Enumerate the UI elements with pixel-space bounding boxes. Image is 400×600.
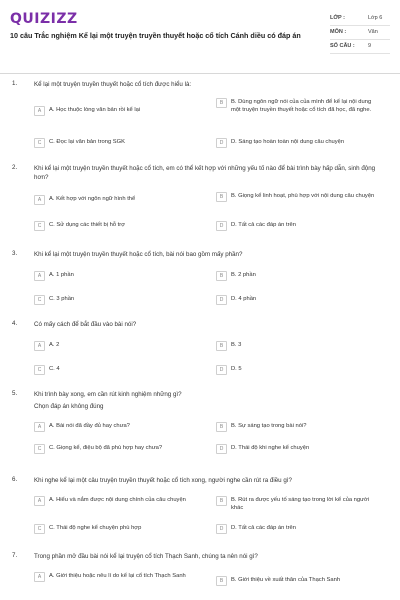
option-text: A. Hiểu và nắm được nội dung chính của câu chuyện (49, 497, 186, 503)
option-text: B. Giọng kể linh hoạt, phù hợp với nội dung câu chuyện (231, 193, 375, 199)
meta-value: 9 (368, 43, 372, 49)
question-4 (12, 320, 386, 386)
option-b[interactable] (216, 98, 376, 114)
option-a[interactable] (34, 341, 194, 351)
question-number: 3. (12, 250, 18, 257)
option-text: A. 1 phần (49, 272, 74, 278)
option-letter: A (34, 271, 45, 281)
option-text: B. 2 phần (231, 272, 256, 278)
option-a[interactable] (34, 106, 194, 116)
option-letter: C (34, 444, 45, 454)
meta-label: MÔN : (330, 29, 347, 35)
option-d[interactable] (216, 295, 376, 305)
meta-value: Văn (368, 29, 378, 35)
option-text: C. Thái độ nghe kể chuyện phù hợp (49, 525, 142, 531)
option-letter: B (216, 576, 227, 586)
option-text: A. Học thuộc lòng văn bản rồi kể lại (49, 107, 141, 113)
option-letter: B (216, 422, 227, 432)
option-text: C. Đọc lại văn bản trong SGK (49, 139, 126, 145)
question-text: Khi trình bày xong, em cần rút kinh nghiệm những gì? (34, 391, 182, 398)
option-d[interactable] (216, 444, 376, 454)
option-letter: B (216, 192, 227, 202)
question-number: 2. (12, 164, 18, 171)
question-6 (12, 476, 386, 546)
option-c[interactable] (34, 444, 194, 454)
option-letter: B (216, 496, 227, 506)
option-letter: A (34, 195, 45, 205)
option-letter: D (216, 295, 227, 305)
question-number: 5. (12, 390, 18, 397)
option-text: B. Dùng ngôn ngữ nói của của mình để kể lại nội dung một truyện truyền thuyết hoặc cổ tích đã học, đã nghe. (231, 99, 372, 113)
question-text: Khi kể lại một truyện truyền thuyết hoặc cổ tích, bài nói bao gồm mấy phần? (34, 251, 243, 258)
option-text: D. 4 phần (231, 296, 257, 302)
option-letter: B (216, 341, 227, 351)
question-number: 6. (12, 476, 18, 483)
option-text: A. Kết hợp với ngôn ngữ hình thể (49, 196, 136, 202)
option-text: B. Giới thiệu về xuất thân của Thạch Sanh (231, 577, 341, 583)
option-letter: C (34, 138, 45, 148)
option-letter: C (34, 365, 45, 375)
option-a[interactable] (34, 422, 194, 432)
option-text: D. Thái độ khi nghe kể chuyện (231, 445, 310, 451)
question-1 (12, 80, 386, 158)
meta-row-subject (330, 26, 390, 40)
option-letter: A (34, 106, 45, 116)
option-b[interactable] (216, 341, 376, 351)
option-d[interactable] (216, 138, 376, 148)
meta-row-class (330, 12, 390, 26)
option-letter: B (216, 98, 227, 108)
question-text: Có mấy cách để bắt đầu vào bài nói? (34, 321, 137, 328)
option-text: A. 2 (49, 342, 60, 348)
meta-label: LỚP : (330, 15, 345, 21)
option-c[interactable] (34, 295, 194, 305)
option-text: D. Tất cả các đáp án trên (231, 525, 296, 531)
option-text: B. Rút ra được yếu tố sáng tạo trong lời kể của người khác (231, 497, 370, 511)
option-letter: D (216, 365, 227, 375)
option-letter: B (216, 271, 227, 281)
option-letter: C (34, 221, 45, 231)
option-letter: D (216, 221, 227, 231)
option-text: B. 3 (231, 342, 242, 348)
question-5 (12, 390, 386, 467)
option-text: C. Giọng kể, điệu bộ đã phù hợp hay chưa? (49, 445, 163, 451)
option-text: C. 3 phần (49, 296, 75, 302)
meta-box (330, 12, 390, 54)
option-text: D. Sáng tạo hoàn toàn nội dung câu chuyện (231, 139, 345, 145)
option-letter: A (34, 496, 45, 506)
option-text: C. 4 (49, 366, 60, 372)
option-a[interactable] (34, 572, 194, 582)
question-text: Khi kể lại một truyện truyền thuyết hoặc cổ tích, em có thể kết hợp với những yếu tố nào để bài trình bày hấp dẫn, sinh động hơn? (34, 165, 376, 181)
option-d[interactable] (216, 221, 376, 231)
option-text: A. Giới thiệu hoặc nêu lí do kể lại cổ tích Thạch Sanh (49, 573, 186, 579)
question-3 (12, 250, 386, 316)
option-text: C. Sử dụng các thiết bị hỗ trợ (49, 222, 125, 228)
option-c[interactable] (34, 221, 194, 231)
option-d[interactable] (216, 524, 376, 534)
option-text: D. Tất cả các đáp án trên (231, 222, 296, 228)
option-letter: A (34, 422, 45, 432)
meta-label: SỐ CÂU : (330, 43, 355, 49)
page-title: 10 câu Trắc nghiệm Kể lại một truyện truyền thuyết hoặc cổ tích Cánh diều có đáp án (10, 31, 301, 40)
option-letter: D (216, 524, 227, 534)
option-letter: A (34, 572, 45, 582)
question-number: 4. (12, 320, 18, 327)
question-text: Khi nghe kể lại một câu truyện truyền thuyết hoặc cổ tích xong, người nghe cần rút ra điều gì? (34, 477, 292, 484)
option-letter: D (216, 444, 227, 454)
option-letter: D (216, 138, 227, 148)
option-b[interactable] (216, 422, 376, 432)
meta-value: Lớp 6 (368, 15, 383, 21)
option-a[interactable] (34, 271, 194, 281)
header-divider (0, 73, 400, 74)
question-number: 7. (12, 552, 18, 559)
option-b[interactable] (216, 271, 376, 281)
option-text: A. Bài nói đã đầy đủ hay chưa? (49, 423, 130, 429)
option-text: B. Sự sáng tạo trong bài nói? (231, 423, 307, 429)
option-letter: A (34, 341, 45, 351)
option-b[interactable] (216, 192, 376, 202)
question-7 (12, 552, 386, 600)
option-letter: C (34, 524, 45, 534)
option-c[interactable] (34, 365, 194, 375)
question-instruction: Chọn đáp án không đúng (34, 403, 104, 410)
question-text: Kể lại một truyện truyền thuyết hoặc cổ tích được hiểu là: (34, 81, 192, 88)
option-b[interactable] (216, 496, 376, 512)
quizizz-logo: QUIZIZZ (10, 11, 78, 27)
option-text: D. 5 (231, 366, 242, 372)
option-d[interactable] (216, 365, 376, 375)
option-b[interactable] (216, 576, 376, 586)
question-text: Trong phần mở đầu bài nói kể lại truyện cổ tích Thạch Sanh, chúng ta nên nói gì? (34, 553, 258, 560)
meta-row-count (330, 40, 390, 54)
question-2 (12, 164, 386, 250)
question-number: 1. (12, 80, 18, 87)
option-c[interactable] (34, 524, 194, 534)
option-a[interactable] (34, 496, 194, 506)
option-letter: C (34, 295, 45, 305)
option-c[interactable] (34, 138, 194, 148)
option-a[interactable] (34, 195, 194, 205)
